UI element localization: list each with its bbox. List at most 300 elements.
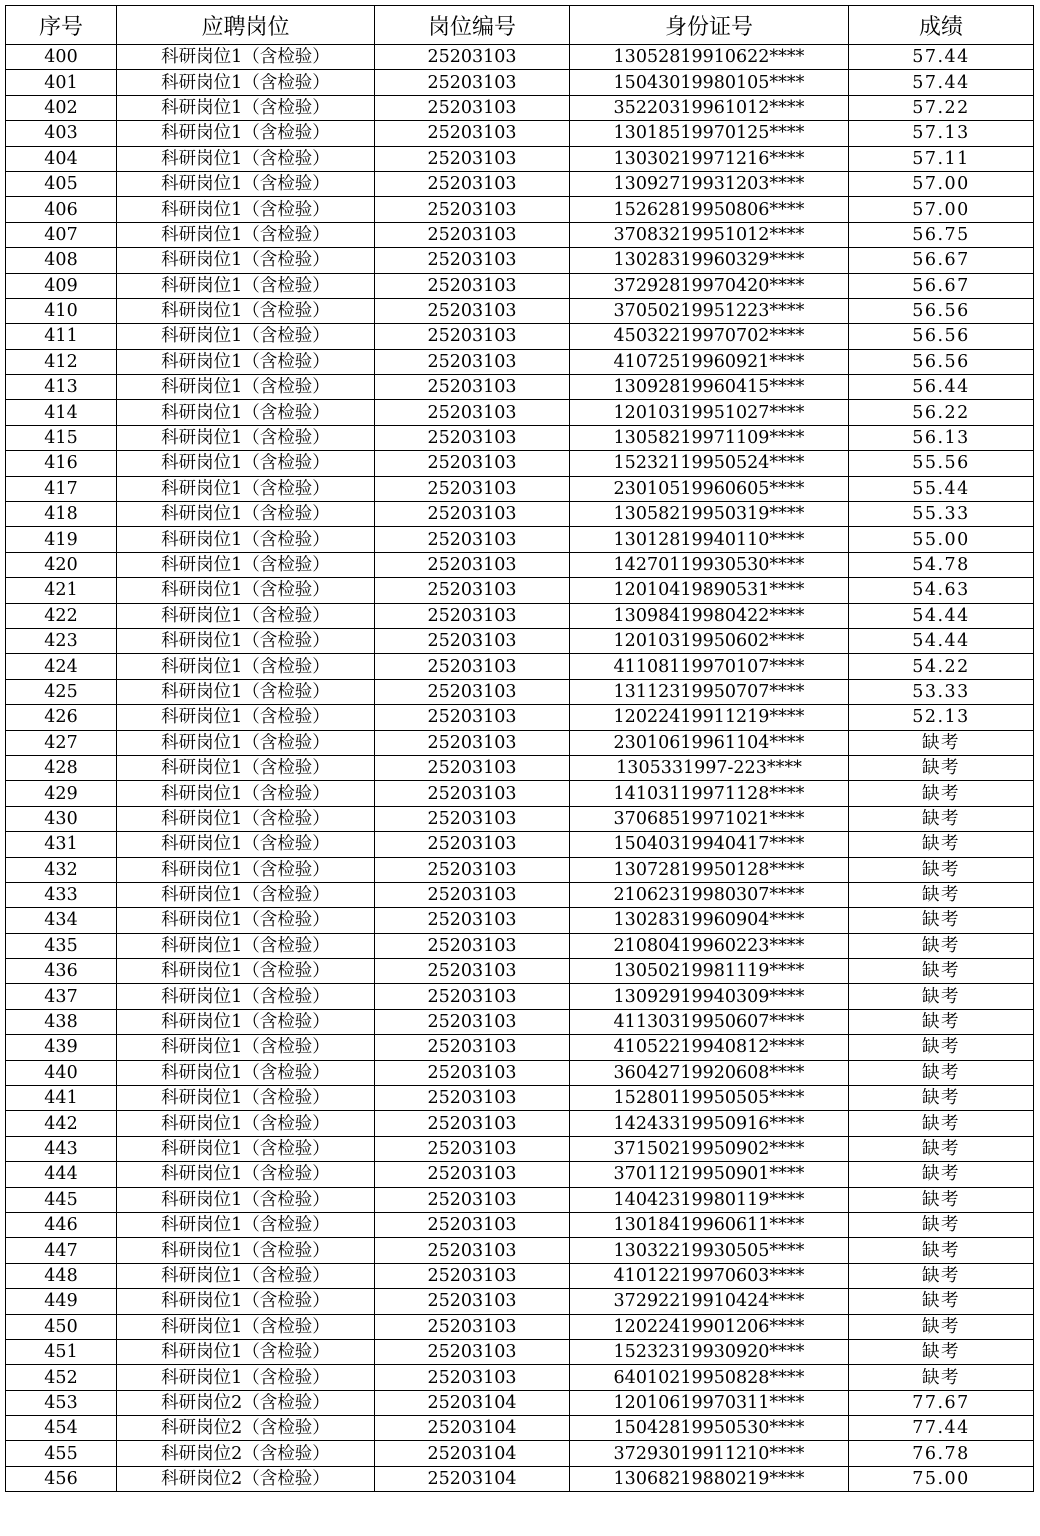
table-row (6, 70, 1034, 95)
table-row (6, 984, 1034, 1009)
table-row (6, 705, 1034, 730)
table-row (6, 502, 1034, 527)
cell-score: 57.00 (849, 171, 1034, 196)
table-row (6, 45, 1034, 70)
cell-serial-number: 407 (6, 222, 117, 247)
cell-position-code: 25203103 (375, 171, 570, 196)
cell-serial-number: 400 (6, 45, 117, 70)
table-row (6, 755, 1034, 780)
cell-score: 54.44 (849, 603, 1034, 628)
table-row (6, 1111, 1034, 1136)
cell-position: 科研岗位2（含检验） (117, 1390, 375, 1415)
cell-position: 科研岗位1（含检验） (117, 552, 375, 577)
cell-position: 科研岗位1（含检验） (117, 908, 375, 933)
cell-position: 科研岗位1（含检验） (117, 527, 375, 552)
cell-position: 科研岗位1（含检验） (117, 603, 375, 628)
cell-score: 缺考 (849, 1136, 1034, 1161)
cell-score: 56.75 (849, 222, 1034, 247)
cell-id-number: 15232119950524**** (570, 451, 849, 476)
table-row (6, 476, 1034, 501)
cell-position: 科研岗位1（含检验） (117, 1187, 375, 1212)
cell-position-code: 25203103 (375, 1111, 570, 1136)
cell-position-code: 25203103 (375, 70, 570, 95)
table-row (6, 806, 1034, 831)
cell-serial-number: 454 (6, 1416, 117, 1441)
cell-serial-number: 408 (6, 248, 117, 273)
cell-position-code: 25203103 (375, 1365, 570, 1390)
cell-id-number: 15040319940417**** (570, 832, 849, 857)
cell-score: 55.56 (849, 451, 1034, 476)
cell-position-code: 25203103 (375, 1136, 570, 1161)
cell-score: 52.13 (849, 705, 1034, 730)
cell-id-number: 13032219930505**** (570, 1238, 849, 1263)
cell-id-number: 15232319930920**** (570, 1339, 849, 1364)
cell-id-number: 13092819960415**** (570, 375, 849, 400)
cell-serial-number: 451 (6, 1339, 117, 1364)
cell-id-number: 23010619961104**** (570, 730, 849, 755)
cell-score: 缺考 (849, 781, 1034, 806)
cell-position: 科研岗位1（含检验） (117, 1136, 375, 1161)
cell-serial-number: 439 (6, 1035, 117, 1060)
cell-position: 科研岗位1（含检验） (117, 654, 375, 679)
cell-position-code: 25203103 (375, 628, 570, 653)
cell-position-code: 25203103 (375, 959, 570, 984)
cell-id-number: 13058219950319**** (570, 502, 849, 527)
cell-position: 科研岗位1（含检验） (117, 70, 375, 95)
cell-serial-number: 405 (6, 171, 117, 196)
cell-position: 科研岗位1（含检验） (117, 882, 375, 907)
table-row (6, 628, 1034, 653)
cell-serial-number: 404 (6, 146, 117, 171)
cell-score: 缺考 (849, 1314, 1034, 1339)
cell-position: 科研岗位1（含检验） (117, 959, 375, 984)
header-position-code: 岗位编号 (375, 6, 570, 45)
cell-id-number: 12010319950602**** (570, 628, 849, 653)
cell-serial-number: 418 (6, 502, 117, 527)
cell-serial-number: 415 (6, 425, 117, 450)
table-row (6, 781, 1034, 806)
cell-score: 56.67 (849, 248, 1034, 273)
cell-position-code: 25203103 (375, 1086, 570, 1111)
cell-serial-number: 409 (6, 273, 117, 298)
table-row (6, 171, 1034, 196)
cell-serial-number: 436 (6, 959, 117, 984)
cell-serial-number: 416 (6, 451, 117, 476)
cell-id-number: 13092919940309**** (570, 984, 849, 1009)
cell-id-number: 15280119950505**** (570, 1086, 849, 1111)
header-id-number: 身份证号 (570, 6, 849, 45)
cell-serial-number: 442 (6, 1111, 117, 1136)
cell-position-code: 25203103 (375, 248, 570, 273)
cell-score: 54.22 (849, 654, 1034, 679)
cell-score: 缺考 (849, 1365, 1034, 1390)
cell-score: 56.13 (849, 425, 1034, 450)
table-row (6, 1466, 1034, 1491)
cell-id-number: 12010619970311**** (570, 1390, 849, 1415)
cell-id-number: 13030219971216**** (570, 146, 849, 171)
cell-id-number: 15262819950806**** (570, 197, 849, 222)
cell-position-code: 25203103 (375, 933, 570, 958)
table-row (6, 1136, 1034, 1161)
cell-position: 科研岗位1（含检验） (117, 476, 375, 501)
cell-position: 科研岗位1（含检验） (117, 1162, 375, 1187)
cell-serial-number: 452 (6, 1365, 117, 1390)
table-row (6, 552, 1034, 577)
cell-position-code: 25203103 (375, 1238, 570, 1263)
cell-position: 科研岗位1（含检验） (117, 933, 375, 958)
cell-position: 科研岗位1（含检验） (117, 1263, 375, 1288)
cell-score: 77.67 (849, 1390, 1034, 1415)
cell-id-number: 13072819950128**** (570, 857, 849, 882)
cell-id-number: 37083219951012**** (570, 222, 849, 247)
table-row (6, 1339, 1034, 1364)
cell-serial-number: 455 (6, 1441, 117, 1466)
cell-position-code: 25203104 (375, 1466, 570, 1491)
table-row (6, 121, 1034, 146)
cell-position-code: 25203103 (375, 375, 570, 400)
cell-score: 57.11 (849, 146, 1034, 171)
table-row (6, 857, 1034, 882)
cell-position: 科研岗位1（含检验） (117, 1086, 375, 1111)
cell-serial-number: 403 (6, 121, 117, 146)
cell-score: 56.22 (849, 400, 1034, 425)
cell-score: 57.13 (849, 121, 1034, 146)
cell-position-code: 25203103 (375, 273, 570, 298)
cell-id-number: 12010319951027**** (570, 400, 849, 425)
cell-id-number: 14103119971128**** (570, 781, 849, 806)
cell-position: 科研岗位1（含检验） (117, 1009, 375, 1034)
table-row (6, 679, 1034, 704)
table-row (6, 400, 1034, 425)
table-row (6, 197, 1034, 222)
cell-id-number: 45032219970702**** (570, 324, 849, 349)
cell-score: 缺考 (849, 1187, 1034, 1212)
cell-id-number: 37293019911210**** (570, 1441, 849, 1466)
cell-id-number: 13028319960329**** (570, 248, 849, 273)
cell-position: 科研岗位2（含检验） (117, 1466, 375, 1491)
cell-id-number: 41052219940812**** (570, 1035, 849, 1060)
cell-position-code: 25203103 (375, 552, 570, 577)
table-row (6, 603, 1034, 628)
table-row (6, 1390, 1034, 1415)
cell-score: 缺考 (849, 959, 1034, 984)
cell-position-code: 25203103 (375, 1263, 570, 1288)
cell-position-code: 25203103 (375, 603, 570, 628)
cell-position-code: 25203103 (375, 832, 570, 857)
cell-position-code: 25203103 (375, 502, 570, 527)
table-row (6, 451, 1034, 476)
cell-serial-number: 431 (6, 832, 117, 857)
cell-serial-number: 443 (6, 1136, 117, 1161)
cell-serial-number: 432 (6, 857, 117, 882)
cell-id-number: 36042719920608**** (570, 1060, 849, 1085)
table-header (6, 6, 1034, 45)
cell-id-number: 12022419901206**** (570, 1314, 849, 1339)
cell-id-number: 41108119970107**** (570, 654, 849, 679)
cell-serial-number: 430 (6, 806, 117, 831)
cell-id-number: 41072519960921**** (570, 349, 849, 374)
cell-position-code: 25203103 (375, 578, 570, 603)
cell-serial-number: 421 (6, 578, 117, 603)
cell-position: 科研岗位1（含检验） (117, 781, 375, 806)
cell-position-code: 25203103 (375, 298, 570, 323)
cell-position: 科研岗位1（含检验） (117, 628, 375, 653)
cell-position: 科研岗位1（含检验） (117, 298, 375, 323)
cell-id-number: 15042819950530**** (570, 1416, 849, 1441)
table-row (6, 425, 1034, 450)
cell-score: 76.78 (849, 1441, 1034, 1466)
table-row (6, 1187, 1034, 1212)
table-row (6, 1238, 1034, 1263)
table-row (6, 324, 1034, 349)
cell-id-number: 23010519960605**** (570, 476, 849, 501)
cell-position: 科研岗位1（含检验） (117, 705, 375, 730)
cell-position-code: 25203103 (375, 400, 570, 425)
cell-score: 56.67 (849, 273, 1034, 298)
cell-position: 科研岗位2（含检验） (117, 1441, 375, 1466)
cell-serial-number: 449 (6, 1289, 117, 1314)
cell-score: 56.56 (849, 324, 1034, 349)
table-row (6, 933, 1034, 958)
cell-id-number: 14270119930530**** (570, 552, 849, 577)
cell-serial-number: 424 (6, 654, 117, 679)
cell-id-number: 21080419960223**** (570, 933, 849, 958)
cell-score: 75.00 (849, 1466, 1034, 1491)
table-row (6, 527, 1034, 552)
cell-id-number: 35220319961012**** (570, 95, 849, 120)
cell-position: 科研岗位1（含检验） (117, 1238, 375, 1263)
cell-id-number: 13012819940110**** (570, 527, 849, 552)
cell-serial-number: 450 (6, 1314, 117, 1339)
cell-position: 科研岗位1（含检验） (117, 857, 375, 882)
cell-position: 科研岗位1（含检验） (117, 171, 375, 196)
table-row (6, 349, 1034, 374)
cell-serial-number: 444 (6, 1162, 117, 1187)
table-row (6, 1162, 1034, 1187)
table-row (6, 1365, 1034, 1390)
cell-position-code: 25203103 (375, 527, 570, 552)
cell-score: 缺考 (849, 984, 1034, 1009)
cell-id-number: 14042319980119**** (570, 1187, 849, 1212)
cell-position: 科研岗位1（含检验） (117, 1060, 375, 1085)
table-row (6, 222, 1034, 247)
document-page (5, 5, 1033, 1492)
score-table (5, 5, 1034, 1492)
cell-position: 科研岗位1（含检验） (117, 1212, 375, 1237)
cell-position-code: 25203103 (375, 882, 570, 907)
table-row (6, 1060, 1034, 1085)
cell-serial-number: 445 (6, 1187, 117, 1212)
cell-score: 缺考 (849, 1212, 1034, 1237)
cell-serial-number: 417 (6, 476, 117, 501)
cell-position-code: 25203103 (375, 451, 570, 476)
cell-score: 缺考 (849, 1238, 1034, 1263)
cell-position: 科研岗位1（含检验） (117, 578, 375, 603)
cell-position: 科研岗位1（含检验） (117, 730, 375, 755)
cell-serial-number: 434 (6, 908, 117, 933)
table-row (6, 1035, 1034, 1060)
cell-score: 57.44 (849, 70, 1034, 95)
table-body (6, 45, 1034, 1492)
cell-position: 科研岗位2（含检验） (117, 1416, 375, 1441)
cell-serial-number: 447 (6, 1238, 117, 1263)
table-row (6, 95, 1034, 120)
cell-position: 科研岗位1（含检验） (117, 1339, 375, 1364)
cell-serial-number: 411 (6, 324, 117, 349)
cell-score: 缺考 (849, 882, 1034, 907)
cell-position: 科研岗位1（含检验） (117, 1289, 375, 1314)
cell-position: 科研岗位1（含检验） (117, 95, 375, 120)
cell-id-number: 13018519970125**** (570, 121, 849, 146)
cell-serial-number: 406 (6, 197, 117, 222)
cell-serial-number: 428 (6, 755, 117, 780)
cell-position: 科研岗位1（含检验） (117, 984, 375, 1009)
cell-serial-number: 441 (6, 1086, 117, 1111)
cell-serial-number: 412 (6, 349, 117, 374)
cell-position-code: 25203103 (375, 324, 570, 349)
cell-position-code: 25203103 (375, 1289, 570, 1314)
cell-position: 科研岗位1（含检验） (117, 400, 375, 425)
cell-score: 缺考 (849, 1086, 1034, 1111)
cell-serial-number: 448 (6, 1263, 117, 1288)
cell-position: 科研岗位1（含检验） (117, 45, 375, 70)
header-serial-number: 序号 (6, 6, 117, 45)
cell-position-code: 25203103 (375, 679, 570, 704)
table-row (6, 1263, 1034, 1288)
table-row (6, 908, 1034, 933)
cell-score: 55.44 (849, 476, 1034, 501)
table-row (6, 654, 1034, 679)
cell-position: 科研岗位1（含检验） (117, 197, 375, 222)
cell-score: 缺考 (849, 933, 1034, 958)
cell-serial-number: 435 (6, 933, 117, 958)
table-row (6, 298, 1034, 323)
cell-position-code: 25203104 (375, 1441, 570, 1466)
cell-position: 科研岗位1（含检验） (117, 451, 375, 476)
cell-serial-number: 420 (6, 552, 117, 577)
cell-position-code: 25203103 (375, 730, 570, 755)
cell-position: 科研岗位1（含检验） (117, 1035, 375, 1060)
cell-position-code: 25203103 (375, 1009, 570, 1034)
cell-position-code: 25203103 (375, 654, 570, 679)
cell-position: 科研岗位1（含检验） (117, 1314, 375, 1339)
cell-score: 57.22 (849, 95, 1034, 120)
table-row (6, 1416, 1034, 1441)
cell-score: 缺考 (849, 1289, 1034, 1314)
cell-serial-number: 414 (6, 400, 117, 425)
cell-id-number: 13092719931203**** (570, 171, 849, 196)
cell-score: 缺考 (849, 908, 1034, 933)
table-row (6, 882, 1034, 907)
cell-score: 缺考 (849, 1009, 1034, 1034)
cell-score: 54.63 (849, 578, 1034, 603)
cell-position: 科研岗位1（含检验） (117, 146, 375, 171)
cell-position-code: 25203103 (375, 476, 570, 501)
cell-score: 缺考 (849, 832, 1034, 857)
cell-id-number: 21062319980307**** (570, 882, 849, 907)
cell-position-code: 25203103 (375, 806, 570, 831)
table-row (6, 375, 1034, 400)
cell-id-number: 37292819970420**** (570, 273, 849, 298)
cell-score: 缺考 (849, 1339, 1034, 1364)
cell-serial-number: 456 (6, 1466, 117, 1491)
cell-serial-number: 401 (6, 70, 117, 95)
table-row (6, 832, 1034, 857)
cell-score: 56.56 (849, 298, 1034, 323)
cell-position-code: 25203103 (375, 705, 570, 730)
cell-serial-number: 438 (6, 1009, 117, 1034)
cell-serial-number: 423 (6, 628, 117, 653)
cell-id-number: 37150219950902**** (570, 1136, 849, 1161)
cell-position-code: 25203103 (375, 197, 570, 222)
header-position: 应聘岗位 (117, 6, 375, 45)
cell-position: 科研岗位1（含检验） (117, 679, 375, 704)
cell-id-number: 37011219950901**** (570, 1162, 849, 1187)
cell-score: 缺考 (849, 857, 1034, 882)
cell-position-code: 25203103 (375, 425, 570, 450)
cell-position: 科研岗位1（含检验） (117, 755, 375, 780)
cell-position-code: 25203103 (375, 349, 570, 374)
cell-position-code: 25203103 (375, 1162, 570, 1187)
cell-score: 56.56 (849, 349, 1034, 374)
cell-score: 53.33 (849, 679, 1034, 704)
table-row (6, 578, 1034, 603)
cell-position-code: 25203103 (375, 1187, 570, 1212)
cell-serial-number: 429 (6, 781, 117, 806)
cell-id-number: 13028319960904**** (570, 908, 849, 933)
cell-position-code: 25203103 (375, 857, 570, 882)
cell-serial-number: 426 (6, 705, 117, 730)
cell-serial-number: 437 (6, 984, 117, 1009)
cell-id-number: 13068219880219**** (570, 1466, 849, 1491)
cell-score: 57.44 (849, 45, 1034, 70)
table-row (6, 273, 1034, 298)
cell-id-number: 12022419911219**** (570, 705, 849, 730)
cell-score: 56.44 (849, 375, 1034, 400)
cell-position-code: 25203103 (375, 146, 570, 171)
cell-position-code: 25203103 (375, 908, 570, 933)
cell-id-number: 13018419960611**** (570, 1212, 849, 1237)
cell-position: 科研岗位1（含检验） (117, 425, 375, 450)
header-score: 成绩 (849, 6, 1034, 45)
cell-position: 科研岗位1（含检验） (117, 375, 375, 400)
cell-id-number: 64010219950828**** (570, 1365, 849, 1390)
cell-position: 科研岗位1（含检验） (117, 502, 375, 527)
cell-serial-number: 453 (6, 1390, 117, 1415)
cell-serial-number: 402 (6, 95, 117, 120)
cell-serial-number: 422 (6, 603, 117, 628)
cell-score: 缺考 (849, 730, 1034, 755)
cell-position: 科研岗位1（含检验） (117, 324, 375, 349)
cell-id-number: 14243319950916**** (570, 1111, 849, 1136)
table-row (6, 1086, 1034, 1111)
cell-id-number: 41130319950607**** (570, 1009, 849, 1034)
cell-score: 54.44 (849, 628, 1034, 653)
cell-id-number: 37068519971021**** (570, 806, 849, 831)
cell-score: 缺考 (849, 1111, 1034, 1136)
cell-id-number: 13098419980422**** (570, 603, 849, 628)
cell-position-code: 25203103 (375, 1035, 570, 1060)
table-row (6, 730, 1034, 755)
cell-id-number: 41012219970603**** (570, 1263, 849, 1288)
cell-position: 科研岗位1（含检验） (117, 1365, 375, 1390)
table-row (6, 1289, 1034, 1314)
cell-serial-number: 419 (6, 527, 117, 552)
cell-position-code: 25203103 (375, 781, 570, 806)
cell-score: 缺考 (849, 1263, 1034, 1288)
cell-score: 缺考 (849, 1060, 1034, 1085)
cell-serial-number: 410 (6, 298, 117, 323)
